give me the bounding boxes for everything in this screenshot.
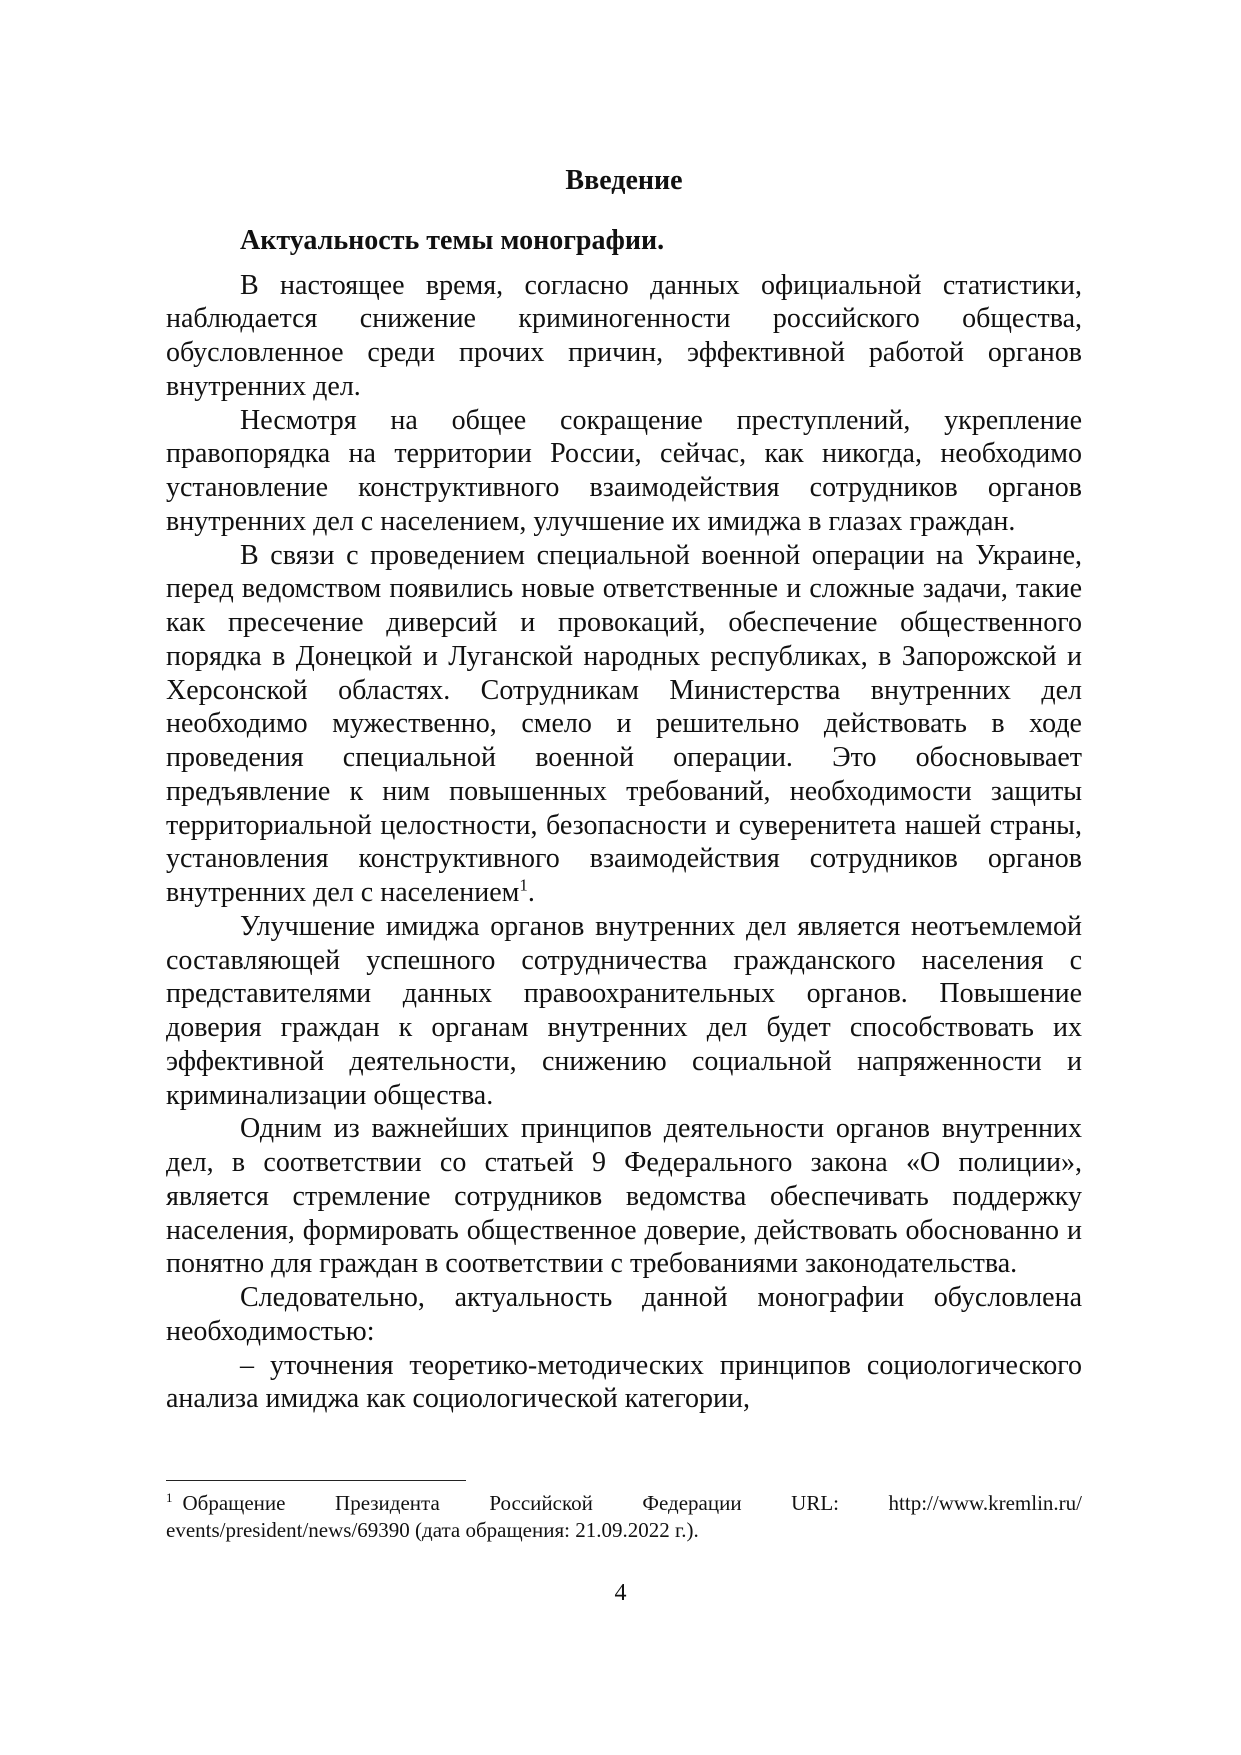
footnote-divider <box>166 1480 466 1481</box>
paragraph: Одним из важнейших принципов деятельности органов внутренних дел, в соответствии со статьей 9 Федерального закона «О полиции», является стремление сотрудников ведомства обеспечивать поддержку населения, формировать общественное доверие, действовать обоснованно и понятно для граждан в соответствии с требованиями законодательства. <box>166 1113 1082 1280</box>
paragraph: В настоящее время, согласно данных официальной статистики, наблюдается снижение криминогенности российского общества, обусловленное среди прочих причин, эффективной работой органов внутренних дел. <box>166 269 1082 402</box>
footnote-text: Обращение Президента Российской Федерации URL: http://www.kremlin.ru/ events/president/news/69390 (дата обращения: 21.09.2022 г.). <box>166 1491 1082 1542</box>
footnote-marker: 1 <box>166 1490 173 1505</box>
footnote-reference[interactable]: 1 <box>519 875 528 895</box>
paragraph: Улучшение имиджа органов внутренних дел является неотъемлемой составляющей успешного сотрудничества гражданского населения с представителями данных правоохранительных органов. Повышение доверия граждан к органам внутренних дел будет способствовать их эффективной деятельности, снижению социальной напряженности и криминализации общества. <box>166 910 1082 1111</box>
paragraph-end: . <box>527 877 535 908</box>
paragraph-with-footnote <box>166 539 1082 910</box>
paragraph-text: В связи с проведением специальной военной операции на Украине, перед ведомством появились новые ответственные и сложные задачи, такие как пресечение диверсий и провокаций, обеспечение общественного порядка в Донецкой и Луганской народных республиках, в Запорожской и Херсонской областях. Сотрудникам Министерства внутренних дел необходимо мужественно, смело и решительно действовать в ходе проведения специальной военной операции. Это обосновывает предъявление к ним повышенных требований, необходимости защиты территориальной целостности, безопасности и суверенитета нашей страны, установления конструктивного взаимодействия сотрудников органов внутренних дел с населением <box>166 539 1082 908</box>
list-item: – уточнения теоретико-методических принципов социологического анализа имиджа как социологической категории, <box>166 1349 1082 1415</box>
page-title: Введение <box>565 165 683 196</box>
page-number: 4 <box>614 1580 627 1606</box>
paragraph: Следовательно, актуальность данной монографии обусловлена необходимостью: <box>166 1282 1082 1347</box>
footnote <box>166 1490 1082 1544</box>
main-text <box>166 164 1082 1416</box>
paragraph: Несмотря на общее сокращение преступлений, укрепление правопорядка на территории России, сейчас, как никогда, необходимо установление конструктивного взаимодействия сотрудников органов внутренних дел с населением, улучшение их имиджа в глазах граждан. <box>166 404 1082 537</box>
section-subheading: Актуальность темы монографии. <box>240 224 665 256</box>
